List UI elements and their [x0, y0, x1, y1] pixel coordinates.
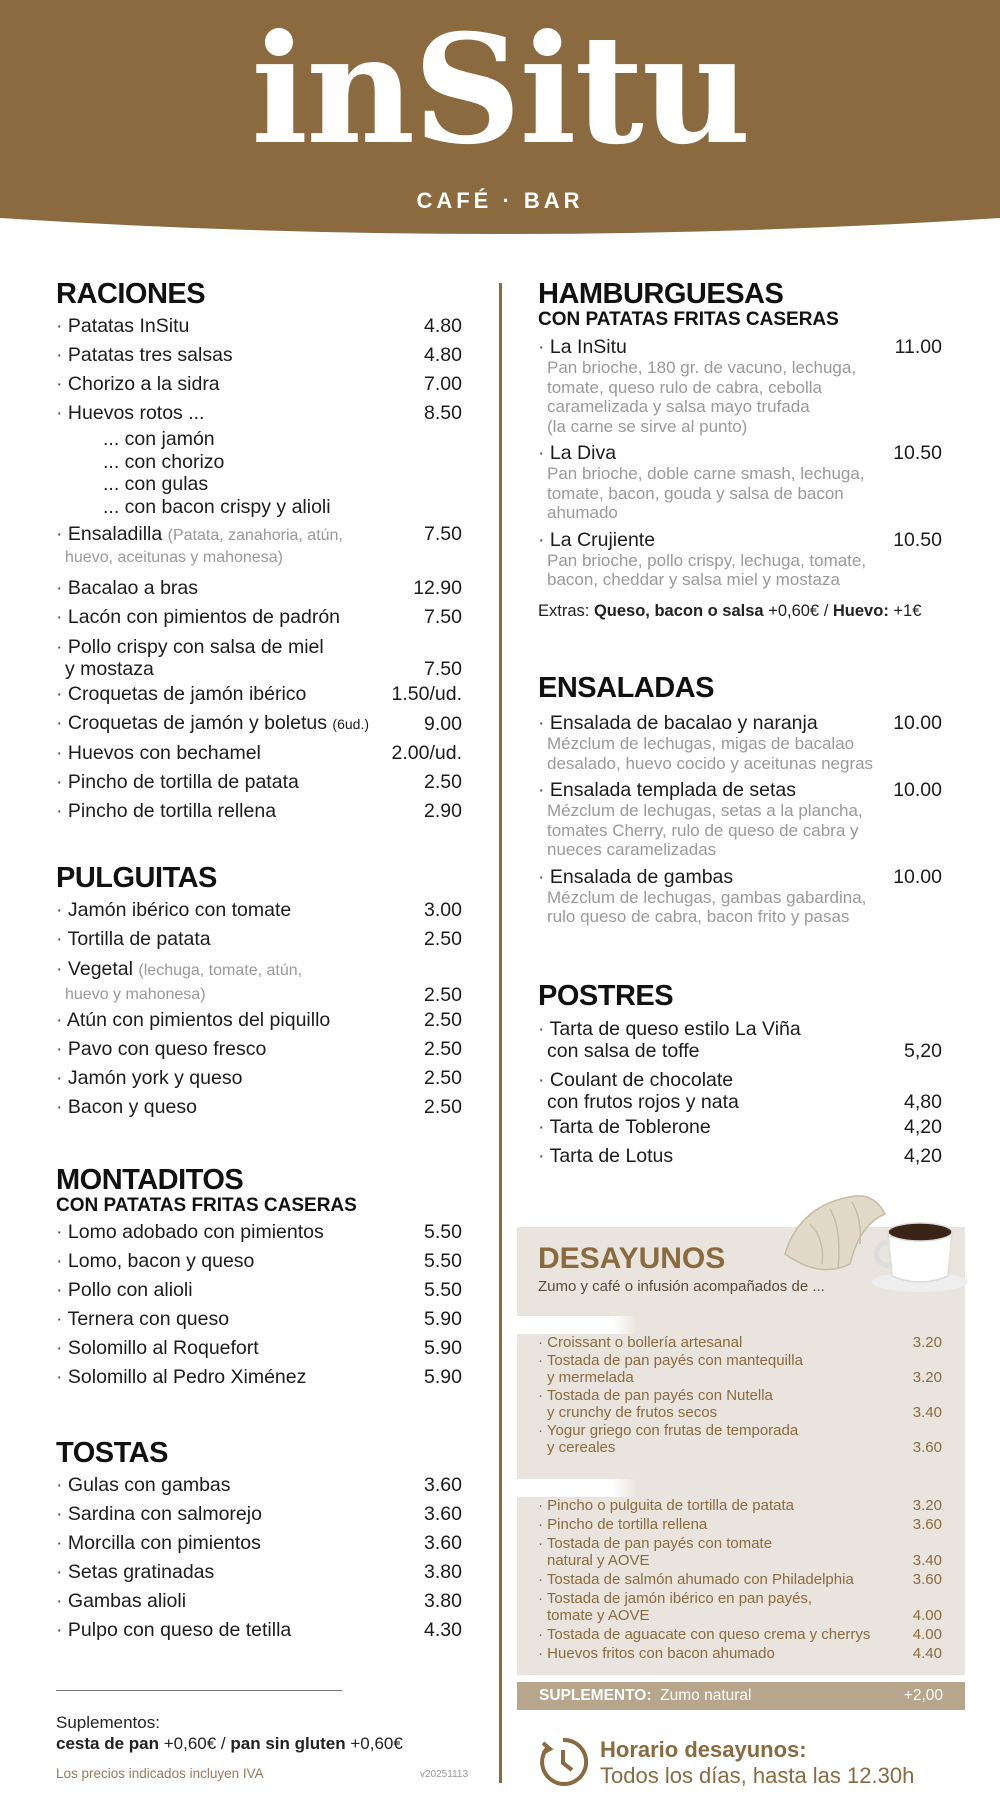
menu-item: · Vegetal (lechuga, tomate, atún, huevo y mahonesa) 2.50 — [56, 958, 462, 1006]
menu-item: · Lacón con pimientos de padrón 7.50 — [56, 606, 462, 628]
item-description: Mézclum de lechugas, setas a la plancha, tomates Cherry, rulo de queso de cabra y nueces caramelizadas — [547, 801, 863, 859]
menu-item: · Huevos rotos ... 8.50 — [56, 402, 462, 424]
menu-item: · Tortilla de patata 2.50 — [56, 928, 462, 950]
desayunos-title: DESAYUNOS — [538, 1242, 726, 1275]
menu-item: · Lomo, bacon y queso 5.50 — [56, 1250, 462, 1272]
menu-item: · Patatas tres salsas 4.80 — [56, 344, 462, 366]
menu-item: · Ensalada de gambas 10.00 — [538, 865, 942, 888]
menu-item: · Bacalao a bras 12.90 — [56, 577, 462, 599]
section-subtitle: CON PATATAS FRITAS CASERAS — [538, 309, 839, 330]
menu-item: · Huevos con bechamel 2.00/ud. — [56, 742, 462, 764]
section-title: TOSTAS — [56, 1437, 168, 1469]
menu-item: · Setas gratinadas 3.80 — [56, 1561, 462, 1583]
breakfast-item: · Tostada de pan payés con mantequilla y mermelada 3.20 — [538, 1352, 942, 1386]
item-description: Pan brioche, 180 gr. de vacuno, lechuga, tomate, queso rulo de cabra, cebolla caramelizada y salsa mayo trufada (la carne se sirve al punto) — [547, 358, 857, 436]
menu-item: · Tarta de Lotus 4,20 — [538, 1145, 942, 1167]
menu-item: · Ensalada templada de setas 10.00 — [538, 779, 942, 801]
breakfast-item: · Yogur griego con frutas de temporada y cereales 3.60 — [538, 1422, 942, 1456]
section-subtitle: CON PATATAS FRITAS CASERAS — [56, 1195, 357, 1216]
menu-item: · La Diva 10.50 — [538, 442, 942, 464]
menu-subitem: ... con bacon crispy y alioli — [103, 495, 331, 518]
menu-item: · Sardina con salmorejo 3.60 — [56, 1503, 462, 1525]
breakfast-item: · Tostada de pan payés con Nutella y crunchy de frutos secos 3.40 — [538, 1387, 942, 1421]
menu-item: · Pollo con alioli 5.50 — [56, 1279, 462, 1301]
suplementos-label: Suplementos: — [56, 1713, 160, 1732]
item-description: Pan brioche, pollo crispy, lechuga, tomate, bacon, cheddar y salsa miel y mostaza — [547, 550, 867, 589]
menu-item: · Patatas InSitu 4.80 — [56, 315, 462, 337]
breakfast-item: · Pincho de tortilla rellena 3.60 — [538, 1516, 942, 1533]
menu-item: · Croquetas de jamón y boletus (6ud.) 9.00 — [56, 712, 462, 735]
item-description: Mézclum de lechugas, migas de bacalao desalado, huevo cocido y aceitunas negras — [547, 734, 874, 773]
salados-label-bar — [517, 1479, 637, 1497]
iva-note: Los precios indicados incluyen IVA — [56, 1766, 264, 1781]
menu-item: · Solomillo al Pedro Ximénez 5.90 — [56, 1366, 462, 1388]
menu-item: · Pulpo con queso de tetilla 4.30 — [56, 1619, 462, 1641]
brand-tagline: CAFÉ · BAR — [416, 188, 584, 213]
hours-title: Horario desayunos: — [600, 1737, 807, 1762]
breakfast-item: · Tostada de jamón ibérico en pan payés, tomate y AOVE 4.00 — [538, 1590, 942, 1624]
menu-item: · Lomo adobado con pimientos 5.50 — [56, 1221, 462, 1243]
section-title: MONTADITOS — [56, 1164, 244, 1196]
menu-item: · Atún con pimientos del piquillo 2.50 — [56, 1009, 462, 1031]
item-description: Mézclum de lechugas, gambas gabardina, rulo queso de cabra, bacon frito y pasas — [547, 887, 867, 926]
section-title: POSTRES — [538, 980, 674, 1012]
version-code: v20251113 — [420, 1769, 469, 1780]
section-pulguitas — [56, 862, 462, 1122]
section-title: RACIONES — [56, 278, 206, 310]
suplemento-bar — [517, 1682, 965, 1710]
section-title: PULGUITAS — [56, 862, 217, 894]
menu-item: · Tarta de queso estilo La Viña con salsa de toffe 5,20 — [538, 1018, 942, 1062]
suplemento-price: +2,00 — [903, 1687, 943, 1704]
suplementos-line: cesta de pan +0,60€ / pan sin gluten +0,60€ — [56, 1734, 403, 1753]
menu-item: · Ternera con queso 5.90 — [56, 1308, 462, 1330]
breakfast-item: · Tostada de aguacate con queso crema y cherrys 4.00 — [538, 1626, 942, 1643]
menu-item: · Pincho de tortilla rellena 2.90 — [56, 800, 462, 822]
section-raciones — [56, 278, 462, 826]
menu-item: · La InSitu 11.00 — [538, 336, 942, 358]
breakfast-item: · Croissant o bollería artesanal 3.20 — [538, 1334, 942, 1351]
menu-item: · Jamón york y queso 2.50 — [56, 1067, 462, 1089]
dulces-label-bar — [517, 1316, 637, 1334]
menu-item: · Coulant de chocolate con frutos rojos y nata 4,80 — [538, 1069, 942, 1113]
menu-item: · La Crujiente 10.50 — [538, 528, 942, 551]
section-montaditos — [56, 1164, 462, 1392]
menu-item: · Pollo crispy con salsa de miel y mostaza 7.50 — [56, 636, 462, 680]
desayunos-subtitle: Zumo y café o infusión acompañados de ... — [538, 1278, 825, 1295]
section-postres — [538, 980, 942, 1171]
menu-item: · Gambas alioli 3.80 — [56, 1590, 462, 1612]
menu-subitem: ... con gulas — [103, 473, 209, 495]
section-title: ENSALADAS — [538, 672, 714, 704]
section-tostas — [56, 1437, 462, 1645]
menu-item: · Pincho de tortilla de patata 2.50 — [56, 771, 462, 793]
section-ensaladas — [538, 672, 942, 927]
menu-subitem: ... con chorizo — [103, 450, 225, 473]
menu-item: · Tarta de Toblerone 4,20 — [538, 1116, 942, 1138]
suplemento-label: SUPLEMENTO: Zumo natural — [539, 1687, 752, 1704]
extras-line: Extras: Queso, bacon o salsa +0,60€ / Huevo: +1€ — [538, 601, 922, 620]
clock-icon — [538, 1737, 588, 1787]
breakfast-item: · Huevos fritos con bacon ahumado 4.40 — [538, 1645, 942, 1662]
menu-item: · Jamón ibérico con tomate 3.00 — [56, 899, 462, 921]
item-description: Pan brioche, doble carne smash, lechuga, tomate, bacon, gouda y salsa de bacon ahumado — [547, 464, 865, 522]
section-hamburguesas — [538, 278, 942, 621]
menu-item: · Ensaladilla (Patata, zanahoria, atún, huevo, aceitunas y mahonesa) 7.50 — [56, 523, 462, 566]
section-title: HAMBURGUESAS — [538, 278, 784, 310]
breakfast-item: · Tostada de salmón ahumado con Philadelphia 3.60 — [538, 1571, 942, 1588]
menu-item: · Croquetas de jamón ibérico 1.50/ud. — [56, 683, 462, 705]
footer-suplementos — [56, 1712, 403, 1754]
header-banner — [0, 0, 1000, 250]
column-divider — [499, 283, 502, 1783]
menu-item: · Gulas con gambas 3.60 — [56, 1474, 462, 1496]
salados-label: SALADOS — [538, 1480, 607, 1496]
breakfast-item: · Pincho o pulguita de tortilla de patata 3.20 — [538, 1497, 942, 1514]
menu-subitem: ... con jamón — [103, 428, 215, 450]
menu-item: · Pavo con queso fresco 2.50 — [56, 1038, 462, 1060]
menu-item: · Solomillo al Roquefort 5.90 — [56, 1337, 462, 1359]
menu-item: · Chorizo a la sidra 7.00 — [56, 373, 462, 395]
brand-logo: inSitu — [251, 2, 749, 178]
footer-divider — [56, 1690, 342, 1691]
menu-item: · Ensalada de bacalao y naranja 10.00 — [538, 712, 942, 734]
hours-text: Todos los días, hasta las 12.30h — [600, 1763, 915, 1788]
menu-item: · Morcilla con pimientos 3.60 — [56, 1532, 462, 1554]
dulces-label: DULCES — [538, 1317, 596, 1333]
breakfast-item: · Tostada de pan payés con tomate natural y AOVE 3.40 — [538, 1535, 942, 1569]
menu-item: · Bacon y queso 2.50 — [56, 1096, 462, 1118]
